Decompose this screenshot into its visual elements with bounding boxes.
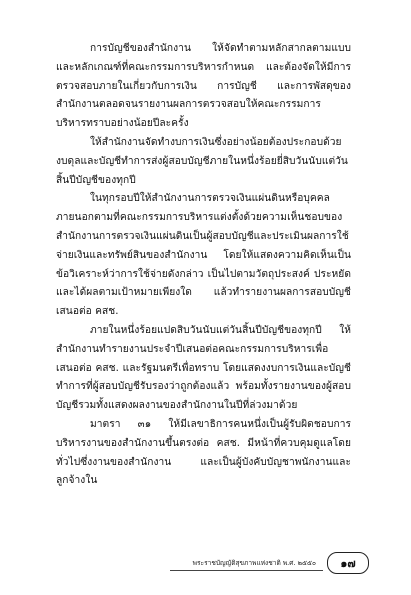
paragraph-section-31: มาตรา ๓๑ ให้มีเลขาธิการคนหนึ่งเป็นผู้รับผิดชอบการบริหารงานของสำนักงานขึ้นตรงต่อ คสช. มีหน้าที่ควบคุมดูแลโดยทั่วไปซึ่งงานของสำนักงาน และเป็นผู้บังคับบัญชาพนักงานและลูกจ้างใน: [56, 418, 351, 487]
running-title: พระราชบัญญัติสุขภาพแห่งชาติ พ.ศ. ๒๕๕๐: [192, 559, 316, 567]
paragraph-financial-statements: ให้สำนักงานจัดทำงบการเงินซึ่งอย่างน้อยต้องประกอบด้วยงบดุลและบัญชีทำการส่งผู้สอบบัญชีภายในหนึ่งร้อยยี่สิบวันนับแต่วันสิ้นปีบัญชีของทุกปี: [56, 136, 348, 186]
paragraph-accounting: การบัญชีของสำนักงาน ให้จัดทำตามหลักสากลตามแบบและหลักเกณฑ์ที่คณะกรรมการบริหารกำหนด และต้องจัดให้มีการตรวจสอบภายในเกี่ยวกับการเงิน การบัญชี และการพัสดุของสำนักงานตลอดจนรายงานผลการตรวจสอบให้คณะกรรมการบริหารทราบอย่างน้อยปีละครั้ง: [56, 43, 351, 130]
footer-rule: [170, 570, 323, 571]
paragraph-audit: ในทุกรอบปีให้สำนักงานการตรวจเงินแผ่นดินหรือบุคคลภายนอกตามที่คณะกรรมการบริหารแต่งตั้งด้วยความเห็นชอบของสำนักงานการตรวจเงินแผ่นดินเป็นผู้สอบบัญชีและประเมินผลการใช้จ่ายเงินและทรัพย์สินของสำนักงาน โดยให้แสดงความคิดเห็นเป็นข้อวิเคราะห์ว่าการใช้จ่ายดังกล่าว เป็นไปตามวัตถุประสงค์ ประหยัด และได้ผลตามเป้าหมายเพียงใด แล้วทำรายงานผลการสอบบัญชี เสนอต่อ คสช.: [56, 193, 351, 318]
page-footer: [0, 548, 411, 578]
body-text: [56, 40, 351, 491]
paragraph-annual-report: ภายในหนึ่งร้อยแปดสิบวันนับแต่วันสิ้นปีบัญชีของทุกปี ให้สำนักงานทำรายงานประจำปีเสนอต่อคณะกรรมการบริหารเพื่อเสนอต่อ คสช. และรัฐมนตรีเพื่อทราบ โดยแสดงงบการเงินและบัญชีทำการที่ผู้สอบบัญชีรับรองว่าถูกต้องแล้ว พร้อมทั้งรายงานของผู้สอบบัญชีรวมทั้งแสดงผลงานของสำนักงานในปีที่ล่วงมาด้วย: [56, 324, 351, 412]
page-number: ๑๗: [340, 557, 356, 570]
page-number-badge: [327, 552, 369, 574]
